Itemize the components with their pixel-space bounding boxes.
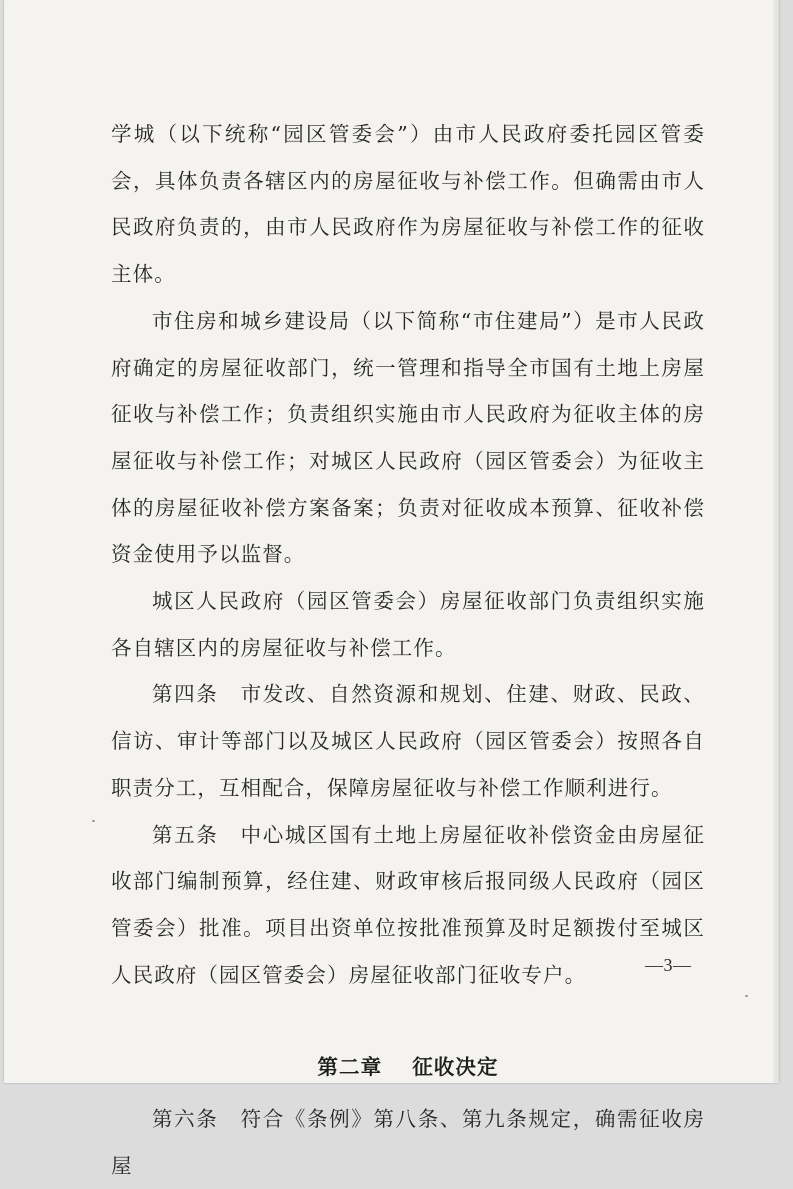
page-edge: [773, 0, 779, 1083]
paragraph-district-department: 城区人民政府（园区管委会）房屋征收部门负责组织实施各自辖区内的房屋征收与补偿工作。: [111, 589, 705, 660]
document-page: [4, 0, 779, 1178]
paragraph-housing-bureau: 市住房和城乡建设局（以下简称“市住建局”）是市人民政府确定的房屋征收部门，统一管理和指导全市国有土地上房屋征收与补偿工作；负责组织实施由市人民政府为征收主体的房屋征收与补偿工作；对城区人民政府（园区管委会）为征收主体的房屋征收补偿方案备案；负责对征收成本预算、征收补偿资金使用予以监督。: [111, 308, 705, 567]
paragraph-continuation: 学城（以下统称“园区管委会”）由市人民政府委托园区管委会，具体负责各辖区内的房屋征收与补偿工作。但确需由市人民政府负责的，由市人民政府作为房屋征收与补偿工作的征收主体。: [111, 122, 705, 287]
scan-speck: [92, 820, 95, 822]
paragraph-article-5: 第五条 中心城区国有土地上房屋征收补偿资金由房屋征收部门编制预算，经住建、财政审核后报同级人民政府（园区管委会）批准。项目出资单位按批准预算及时足额拨付至城区人民政府（园区管委会）房屋征收部门征收专户。: [111, 822, 705, 987]
chapter-number: 第二章: [317, 1055, 383, 1080]
page-number: —3—: [645, 955, 692, 975]
document-body: [111, 111, 705, 1189]
paragraph-article-4: 第四条 市发改、自然资源和规划、住建、财政、民政、信访、审计等部门以及城区人民政府（园区管委会）按照各自职责分工，互相配合，保障房屋征收与补偿工作顺利进行。: [111, 682, 705, 800]
paragraph-article-6: 第六条 符合《条例》第八条、第九条规定，确需征收房屋: [111, 1107, 705, 1178]
chapter-title: 征收决定: [412, 1055, 499, 1080]
scan-speck: [745, 995, 748, 997]
chapter-heading: [111, 1044, 705, 1091]
